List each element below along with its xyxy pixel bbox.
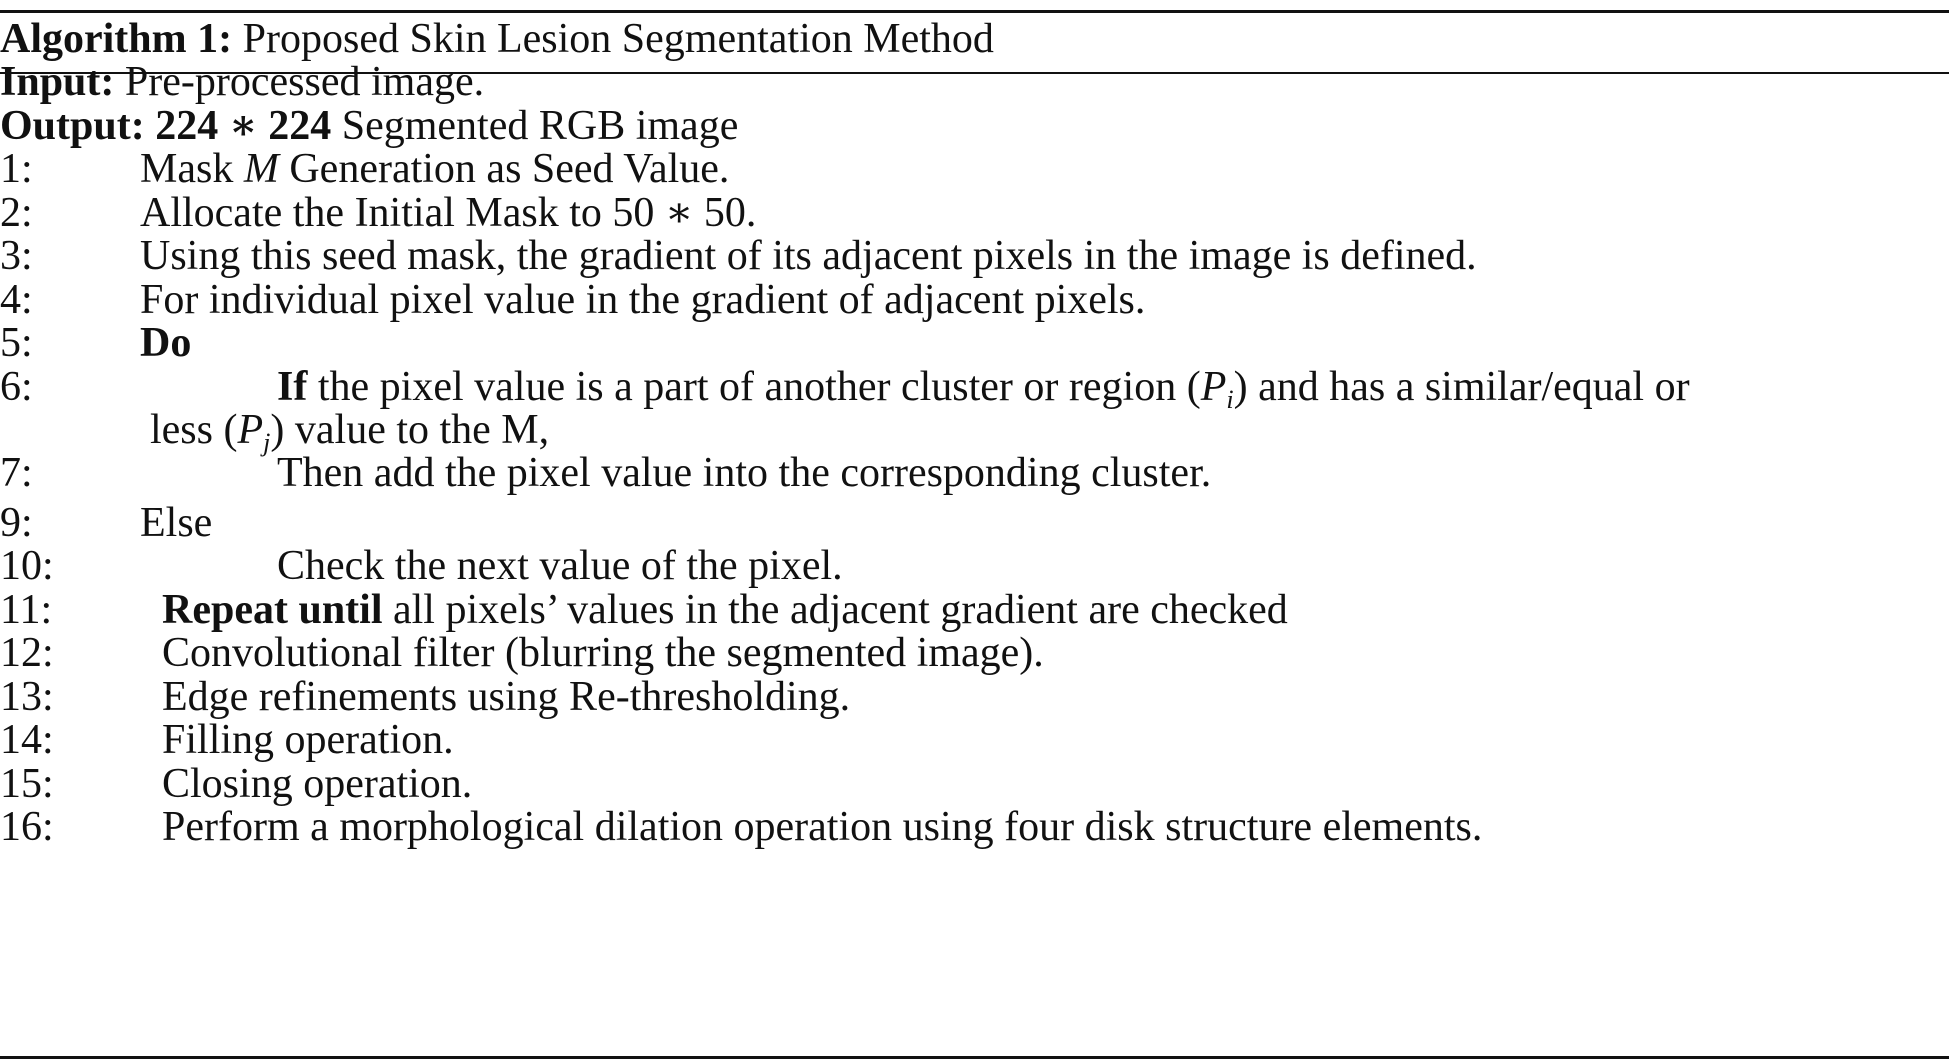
step-text: Using this seed mask, the gradient of its adjacent pixels in the image is defined. xyxy=(140,233,1477,279)
step-text xyxy=(140,144,729,194)
step-text: Allocate the Initial Mask to 50 ∗ 50. xyxy=(140,190,757,236)
step-var-m: M xyxy=(243,146,279,192)
algorithm-label: Algorithm 1: xyxy=(0,16,233,62)
output-label: Output: xyxy=(0,103,145,149)
step-text-part: less ( xyxy=(150,407,238,453)
step-var-p: P xyxy=(1200,364,1227,410)
bottom-rule xyxy=(0,1056,1949,1059)
step-number: 16: xyxy=(0,804,54,850)
step-text: Convolutional filter (blurring the segmented image). xyxy=(162,630,1044,676)
step-number: 15: xyxy=(0,761,54,807)
step-text: Perform a morphological dilation operation using four disk structure elements. xyxy=(162,804,1483,850)
input-label: Input: xyxy=(0,59,115,105)
step-keyword: Repeat until xyxy=(162,587,383,633)
step-text-part: all pixels’ values in the adjacent gradient are checked xyxy=(382,587,1288,633)
step-text-part: the pixel value is a part of another cluster or region ( xyxy=(307,364,1201,410)
step-number: 11: xyxy=(0,587,53,633)
step-text: Then add the pixel value into the corresponding cluster. xyxy=(277,450,1212,496)
step-var-p: P xyxy=(237,407,264,453)
step-number: 2: xyxy=(0,190,33,236)
top-rule xyxy=(0,10,1949,13)
step-number: 6: xyxy=(0,364,33,410)
step-text-part: ) value to the M, xyxy=(270,407,550,453)
step-number: 12: xyxy=(0,630,54,676)
step-number: 13: xyxy=(0,674,54,720)
step-number: 9: xyxy=(0,500,33,546)
algorithm-name: Proposed Skin Lesion Segmentation Method xyxy=(242,16,994,62)
step-number: 5: xyxy=(0,320,33,366)
step-text: For individual pixel value in the gradient of adjacent pixels. xyxy=(140,277,1146,323)
step-sub: i xyxy=(1226,385,1234,414)
step-number: 3: xyxy=(0,233,33,279)
step-keyword: If xyxy=(277,364,308,410)
step-number: 1: xyxy=(0,146,33,192)
output-size: 224 ∗ 224 xyxy=(155,103,332,149)
step-text-part: ) and has a similar/equal or xyxy=(1233,364,1690,410)
step-text: Else xyxy=(140,500,213,546)
input-line xyxy=(0,57,484,107)
step-sub: j xyxy=(263,428,271,457)
output-text: Segmented RGB image xyxy=(341,103,739,149)
input-text: Pre-processed image. xyxy=(124,59,485,105)
step-text-part: Generation as Seed Value. xyxy=(278,146,730,192)
step-text: Edge refinements using Re-thresholding. xyxy=(162,674,851,720)
step-number: 10: xyxy=(0,543,54,589)
step-text: Closing operation. xyxy=(162,761,473,807)
step-text-part: Mask xyxy=(140,146,244,192)
step-keyword: Do xyxy=(140,320,192,366)
step-number: 4: xyxy=(0,277,33,323)
step-number: 14: xyxy=(0,717,54,763)
step-text: Filling operation. xyxy=(162,717,454,763)
step-number: 7: xyxy=(0,450,33,496)
step-text: Check the next value of the pixel. xyxy=(277,543,843,589)
